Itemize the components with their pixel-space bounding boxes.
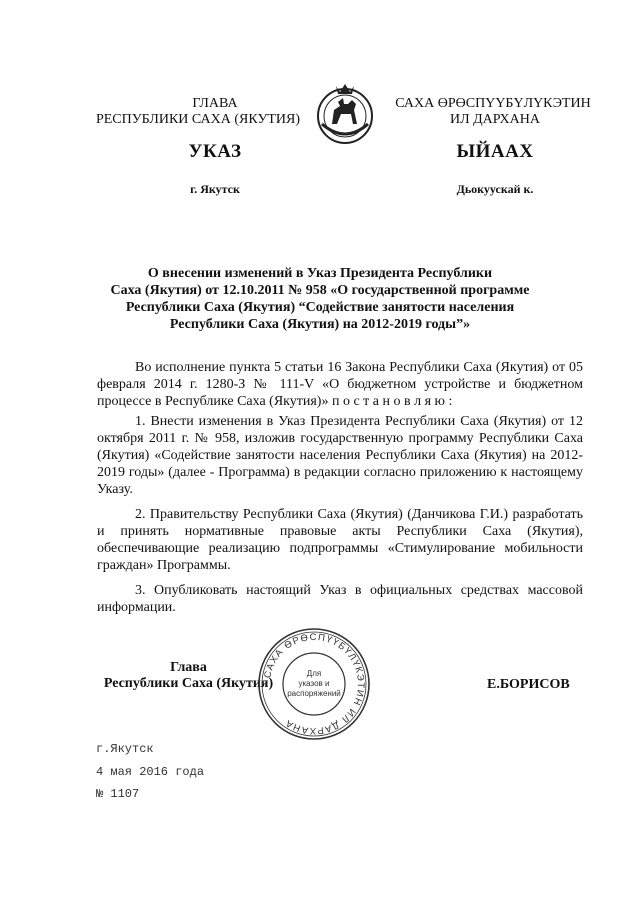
header-left-title	[150, 96, 280, 112]
title-line-3: Республики Саха (Якутия) “Содействие занятости населения	[125, 300, 515, 315]
footer-city: г.Якутск	[96, 742, 154, 756]
emblem	[314, 80, 376, 148]
official-stamp	[256, 626, 372, 742]
preamble: Во исполнение пункта 5 статьи 16 Закона Республики Саха (Якутия) от 05 февраля 2014 г. 1280-З № 111-V «О бюджетном устройстве и бюджетном процессе в Республике Саха (Якутия)» п о с т а н о в л я ю :	[97, 360, 583, 409]
header-right-line2: ИЛ ДАРХАНА	[449, 112, 540, 127]
city-sakha: Дьокуускай к.	[456, 182, 534, 196]
signature-name: Е.БОРИСОВ	[487, 677, 570, 692]
signature-title-line2: Республики Саха (Якутия)	[103, 676, 274, 691]
signature-title	[96, 660, 281, 692]
header-right-line1: САХА ӨРӨСПҮҮБҮЛҮКЭТИН	[395, 96, 591, 111]
stamp-inner-line3: распоряжений	[287, 689, 341, 698]
title-line-2: Саха (Якутия) от 12.10.2011 № 958 «О государственной программе	[110, 283, 530, 298]
header-left-line1: ГЛАВА	[192, 96, 238, 111]
city-ru: г. Якутск	[190, 182, 240, 196]
stamp-inner-line1: Для	[306, 669, 322, 678]
doc-type-sakha: ЫЙААХ	[456, 141, 534, 162]
item-2: 2. Правительству Республики Саха (Якутия) (Данчикова Г.И.) разработать и принять нормативные правовые акты Республики Саха (Якутия), обеспечивающие реализацию подпрограммы «Стимулирование мобильности граждан» Программы.	[97, 507, 583, 573]
header-right-title	[380, 96, 606, 112]
title-line-4: Республики Саха (Якутия) на 2012-2019 годы”»	[169, 317, 471, 332]
stamp-outer-text: САХА ӨРӨСПҮҮБҮЛҮКЭТИН ИЛ ДАРХАНА	[262, 631, 367, 737]
decree-title	[90, 265, 550, 333]
doc-type-ru: УКАЗ	[188, 141, 242, 162]
stamp-inner-line2: указов и	[298, 679, 330, 688]
item-1: 1. Внести изменения в Указ Президента Республики Саха (Якутия) от 12 октября 2011 г. № 958, изложив государственную программу Республики Саха (Якутия) «Содействие занятости населения Республики Саха (Якутия) на 2012-2019 годы» (далее - Программа) в редакции согласно приложению к настоящему Указу.	[97, 414, 583, 497]
item-3: 3. Опубликовать настоящий Указ в официальных средствах массовой информации.	[97, 583, 583, 615]
footer-date: 4 мая 2016 года	[96, 765, 205, 779]
header-left-subtitle	[93, 112, 303, 128]
stamp-seal-icon	[256, 626, 372, 742]
sakha-emblem-icon	[314, 80, 376, 148]
footer-number: № 1107	[96, 787, 140, 801]
header-right-subtitle	[420, 112, 570, 128]
title-line-1: О внесении изменений в Указ Президента Республики	[147, 266, 493, 281]
header-left-line2: РЕСПУБЛИКИ САХА (ЯКУТИЯ)	[95, 112, 301, 127]
signature-title-line1: Глава	[170, 660, 207, 675]
